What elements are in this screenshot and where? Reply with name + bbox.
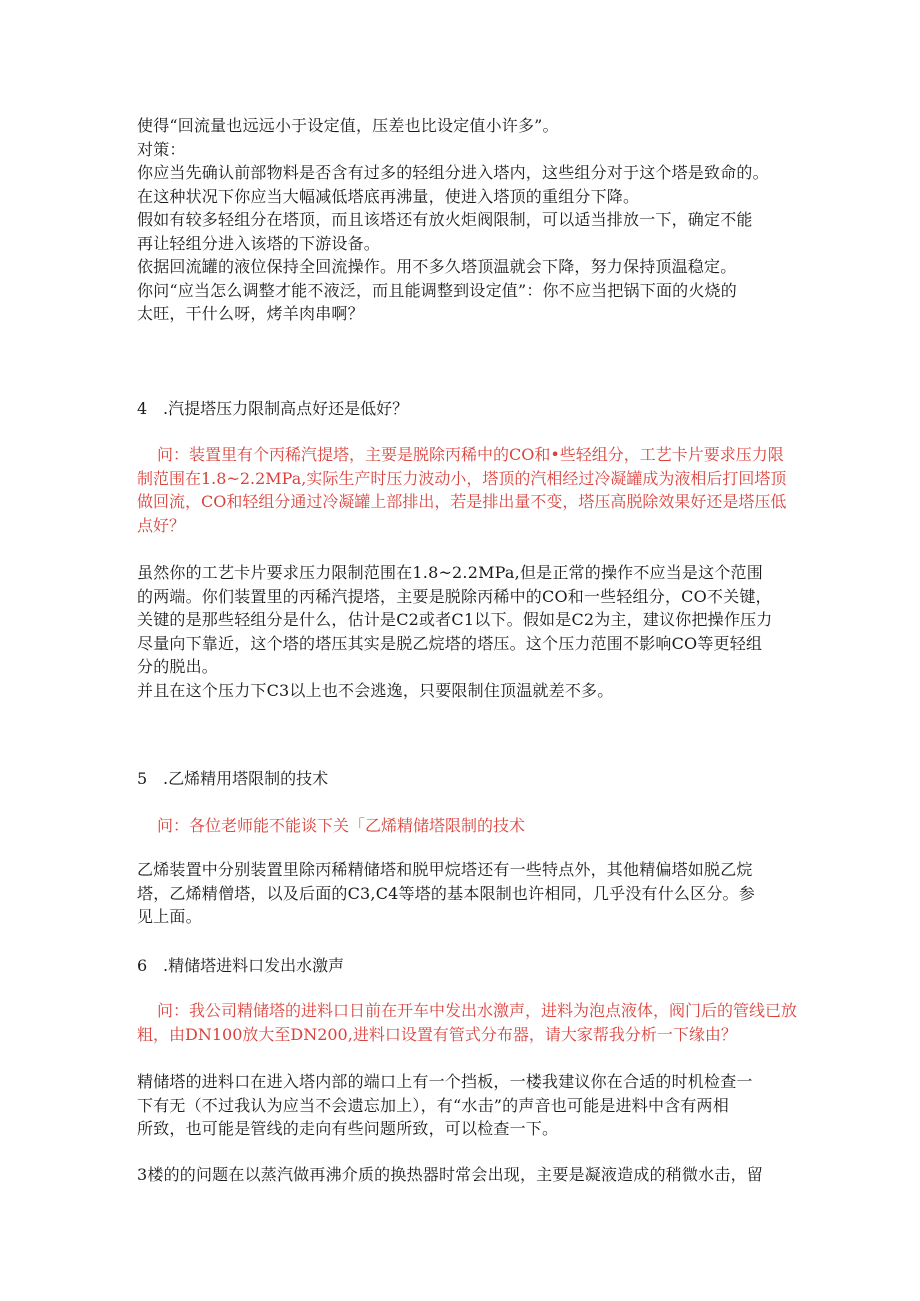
text-line: 塔，乙烯精僧塔，以及后面的C3,C4等塔的基本限制也许相同，几乎没有什么区分。参 [137,883,755,903]
question-text: 问：我公司精储塔的进料口日前在开车中发出水激声，进料为泡点液体，阀门后的管线已放粗，由DN100放大至DN200,进料口设置有管式分布器，请大家帮我分析一下缘由？ [137,1001,798,1044]
text-line: 假如有较多轻组分在塔顶，而且该塔还有放火炬阀限制，可以适当排放一下，确定不能 [137,210,753,229]
section-title: .乙烯精用塔限制的技术 [163,769,329,788]
text-line: 3楼的的问题在以蒸汽做再沸介质的换热器时常会出现，主要是凝液造成的稍微水击，留 [137,1165,763,1184]
text-line: 分的脱出。 [137,657,219,676]
section-heading-6 [137,955,344,977]
question-6 [137,999,797,1046]
answer-4 [137,561,797,702]
text-line: 关键的是那些轻组分是什么，估计是C2或者C1以下。假如是C2为主，建议你把操作压力 [137,610,773,629]
section-title: .汽提塔压力限制高点好还是低好？ [163,399,409,418]
section-number: 6 [137,956,148,975]
answer-6-continued [137,1163,797,1187]
text-line: 使得“回流量也远远小于设定值，压差也比设定值小许多”。 [137,116,559,135]
text-line: 你应当先确认前部物料是否含有过多的轻组分进入塔内，这些组分对于这个塔是致命的。 [137,163,769,182]
text-line: 精储塔的进料口在进入塔内部的端口上有一个挡板，一楼我建议你在合适的时机检查一 [137,1072,753,1091]
text-line: 再让轻组分进入该塔的下游设备。 [137,233,381,253]
section-heading-5 [137,768,328,790]
text-line: 在这种状况下你应当大幅减低塔底再沸量，使进入塔顶的重组分下降。 [137,186,640,206]
section-number: 4 [137,399,148,418]
question-text: 问：装置里有个丙稀汽提塔，主要是脱除丙稀中的CO和•些轻组分，工艺卡片要求压力限制范围在1.8~2.2MPa,实际生产时压力波动小，塔顶的汽相经过冷凝罐成为液相后打回塔顶做回流，CO和轻组分通过冷凝罐上部排出，若是排出量不变，塔压高脱除效果好还是塔压低点好？ [137,445,787,535]
text-line: 依据回流罐的液位保持全回流操作。用不多久塔顶温就会下降，努力保持顶温稳定。 [137,257,737,276]
text-line: 虽然你的工艺卡片要求压力限制范围在1.8~2.2MPa,但是正常的操作不应当是这个范围 [137,563,763,582]
text-line: 见上面。 [137,907,202,926]
question-text: 问：各位老师能不能谈下关「乙烯精储塔限制的技术 [157,816,526,835]
section-number: 5 [137,769,148,788]
text-line: 并且在这个压力下C3以上也不会逃逸，只要限制住顶温就差不多。 [137,680,614,700]
section-title: .精储塔进料口发出水激声 [163,956,345,975]
question-4 [137,443,797,537]
text-line: 尽量向下靠近，这个塔的塔压其实是脱乙烷塔的塔压。这个压力范围不影响CO等更轻组 [137,633,763,653]
text-line: 的两端。你们装置里的丙稀汽提塔，主要是脱除丙稀中的CO和一些轻组分，CO不关键， [137,586,772,606]
text-line: 对策： [137,139,186,159]
text-line: 下有无（不过我认为应当不会遗忘加上），有“水击”的声音也可能是进料中含有两相 [137,1095,729,1115]
question-5 [137,814,797,838]
intro-paragraph [137,114,797,326]
answer-5 [137,858,797,929]
answer-6 [137,1070,797,1141]
section-heading-4 [137,398,408,420]
text-line: 乙烯装置中分别装置里除丙稀精储塔和脱甲烷塔还有一些特点外，其他精偏塔如脱乙烷 [137,860,753,879]
text-line: 你问“应当怎么调整才能不液泛，而且能调整到设定值”：你不应当把锅下面的火烧的 [137,280,737,300]
text-line: 太旺，干什么呀，烤羊肉串啊？ [137,304,364,323]
text-line: 所致，也可能是管线的走向有些问题所致，可以检查一下。 [137,1119,559,1138]
